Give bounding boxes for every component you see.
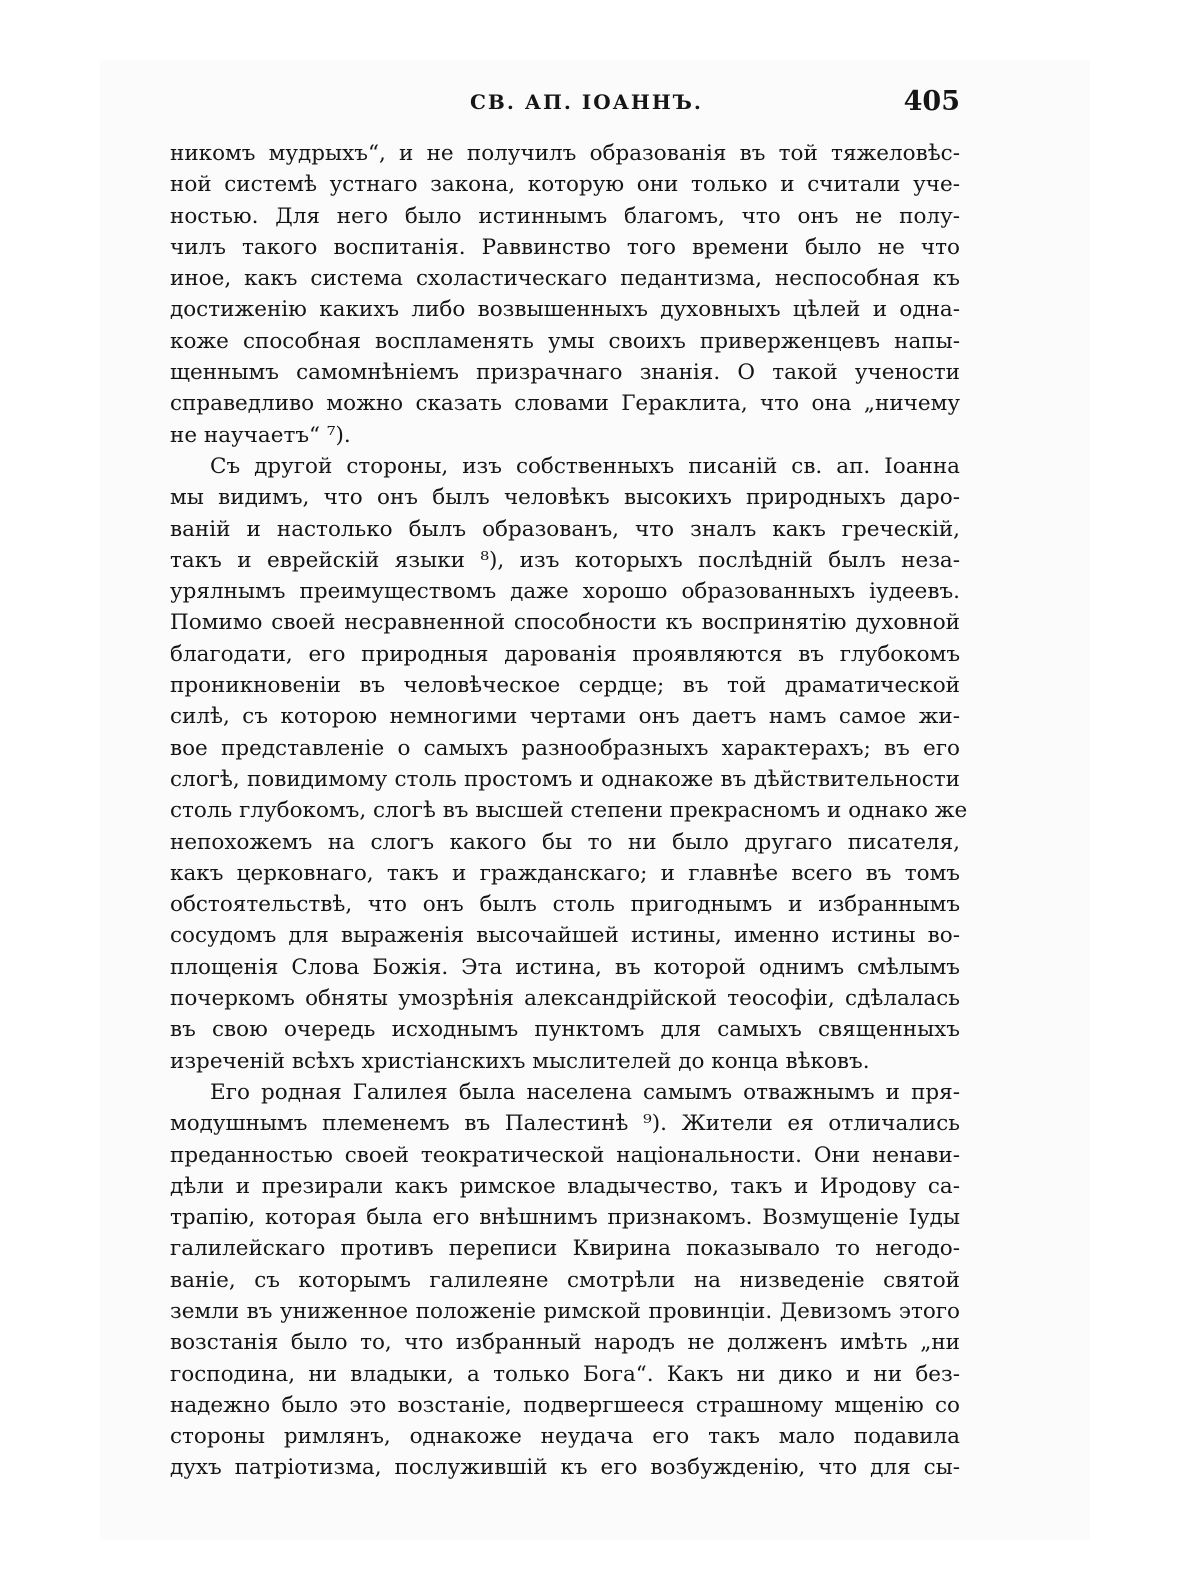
text-line: въ свою очередь исходнымъ пунктомъ для самыхъ священныхъ [170,1017,960,1043]
text-line: площенія Слова Божія. Эта истина, въ которой однимъ смѣлымъ [170,954,960,980]
text-line: вое представленіе о самыхъ разнообразныхъ характерахъ; въ его [170,735,960,761]
text-line: модушнымъ племенемъ въ Палестинѣ ⁹). Жители ея отличались [170,1111,960,1137]
text-line: слогѣ, повидимому столь простомъ и однакоже въ дѣйствительности [170,766,960,792]
text-line: сосудомъ для выраженія высочайшей истины, именно истины во- [170,923,960,949]
text-line: Съ другой стороны, изъ собственныхъ писаній св. ап. Іоанна [210,453,960,479]
text-line: столь глубокомъ, слогѣ въ высшей степени прекрасномъ и однако же [170,798,968,824]
running-title: СВ. АП. ІОАННЪ. [470,90,703,114]
text-line: чилъ такого воспитанія. Раввинство того времени было не что [170,234,960,260]
text-line: непохожемъ на слогъ какого бы то ни было другаго писателя, [170,829,960,855]
text-line: стороны римлянъ, однакоже неудача его такъ мало подавила [170,1424,960,1450]
page-number: 405 [903,86,960,117]
text-line: ваніе, съ которымъ галилеяне смотрѣли на низведеніе святой [170,1267,960,1293]
text-line: коже способная воспламенять умы своихъ приверженцевъ напы- [170,328,960,354]
text-line: ной системѣ устнаго закона, которую они только и считали уче- [170,172,960,198]
text-line: ностью. Для него было истиннымъ благомъ, что онъ не полу- [170,203,960,229]
text-line: почеркомъ обняты умозрѣнія александрійской теософіи, сдѣлалась [170,986,960,1012]
page-header [170,86,960,122]
text-line: Помимо своей несравненной способности къ воспринятію духовной [170,610,960,636]
text-line: иное, какъ система схоластическаго педантизма, неспособная къ [170,266,960,292]
text-line: такъ и еврейскій языки ⁸), изъ которыхъ послѣдній былъ неза- [170,547,960,573]
text-line: силѣ, съ которою немногими чертами онъ даетъ намъ самое жи- [170,704,960,730]
text-line: изреченій всѣхъ христіанскихъ мыслителей до конца вѣковъ. [170,1048,870,1074]
text-line: справедливо можно сказать словами Гераклита, что она „ничему [170,391,960,417]
text-line: возстанія было то, что избранный народъ не долженъ имѣть „ни [170,1330,960,1356]
text-line: благодати, его природныя дарованія проявляются въ глубокомъ [170,641,960,667]
text-line: обстоятельствѣ, что онъ былъ столь пригоднымъ и избраннымъ [170,892,960,918]
paragraph-3 [170,1077,960,1484]
text-line: земли въ униженное положеніе римской провинціи. Девизомъ этого [170,1298,960,1324]
text-line: надежно было это возстаніе, подвергшееся страшному мщенію со [170,1392,960,1418]
text-line: господина, ни владыки, а только Бога“. Какъ ни дико и ни без- [170,1361,960,1387]
text-line: какъ церковнаго, такъ и гражданскаго; и главнѣе всего въ томъ [170,860,960,886]
text-line: духъ патріотизма, послужившій къ его возбужденію, что для сы- [170,1455,960,1481]
text-line: урялнымъ преимуществомъ даже хорошо образованныхъ іудеевъ. [170,579,960,605]
text-line: дѣли и презирали какъ римское владычество, такъ и Иродову са- [170,1173,960,1199]
text-line: мы видимъ, что онъ былъ человѣкъ высокихъ природныхъ даро- [170,485,960,511]
text-line: ваній и настолько былъ образованъ, что зналъ какъ греческій, [170,516,960,542]
text-line: Его родная Галилея была населена самымъ отважнымъ и пря- [210,1079,960,1105]
text-line: галилейскаго противъ переписи Квирина показывало то негодо- [170,1236,960,1262]
text-line: достиженію какихъ либо возвышенныхъ духовныхъ цѣлей и одна- [170,297,960,323]
text-line: преданностью своей теократической національности. Они ненави- [170,1142,960,1168]
text-line: проникновеніи въ человѣческое сердце; въ той драматической [170,673,960,699]
text-line: не научаетъ“ ⁷). [170,422,351,448]
paragraph-1 [170,138,960,451]
paragraph-2 [170,451,968,1077]
text-line: щеннымъ самомнѣніемъ призрачнаго знанія. О такой учености [170,360,960,386]
text-line: никомъ мудрыхъ“, и не получилъ образованія въ той тяжеловѣс- [170,141,960,166]
text-line: трапію, которая была его внѣшнимъ признакомъ. Возмущеніе Іуды [170,1205,960,1231]
body-text [170,138,968,1484]
